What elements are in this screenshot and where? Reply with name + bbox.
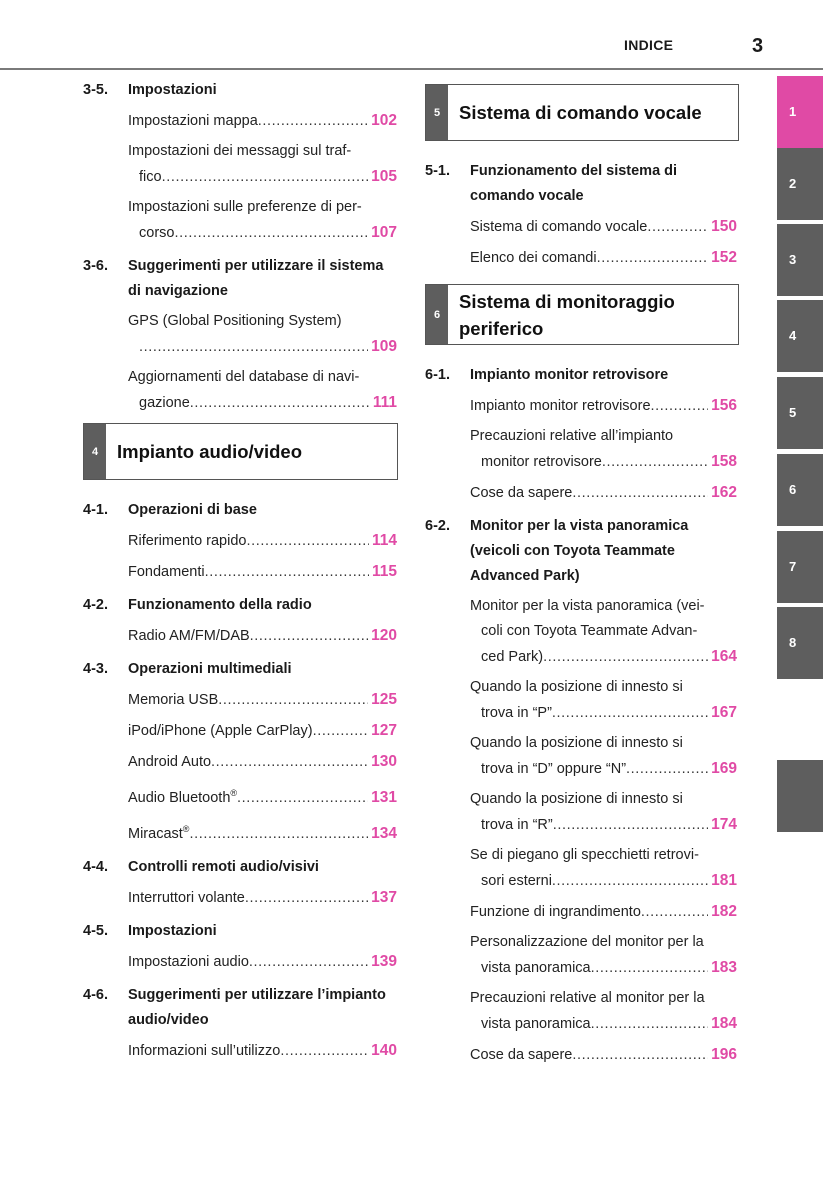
section-4-3: 4-3. Operazioni multimediali — [83, 661, 292, 677]
chapter-tab-index[interactable] — [777, 760, 823, 832]
page-number: 3 — [752, 35, 764, 57]
chapter-tab-5[interactable]: 5 — [777, 377, 823, 449]
page-link: 183 — [711, 959, 737, 976]
section-4-4: 4-4. Controlli remoti audio/visivi — [83, 859, 319, 875]
page-link: 105 — [371, 168, 397, 185]
page-link: 115 — [371, 563, 397, 580]
toc-entry[interactable]: Quando la posizione di innesto si trova in “D” oppure “N” ..... 169 — [425, 731, 737, 782]
chapter-tab-6[interactable]: 6 — [777, 454, 823, 526]
toc-entry[interactable]: Cose da sapere ..... 196 — [425, 1042, 737, 1068]
chapter-tab-7[interactable]: 7 — [777, 531, 823, 603]
page-link: 169 — [711, 760, 737, 777]
page-link: 130 — [371, 753, 397, 770]
page-link: 174 — [711, 816, 737, 833]
section-4-1: 4-1. Operazioni di base — [83, 502, 257, 518]
page-link: 152 — [711, 249, 737, 266]
toc-entry[interactable]: Interruttori volante ..... 137 — [83, 885, 397, 911]
toc-entry[interactable]: Impostazioni audio ..... 139 — [83, 949, 397, 975]
chapter-6-heading[interactable]: 6 Sistema di monitoraggio periferico — [425, 284, 739, 345]
toc-entry[interactable]: iPod/iPhone (Apple CarPlay) ..... 127 — [83, 718, 397, 744]
section-4-5: 4-5. Impostazioni — [83, 923, 217, 939]
page-link: 196 — [711, 1046, 737, 1063]
right-column-lower — [425, 363, 737, 1068]
section-3-5: 3-5. Impostazioni — [83, 82, 217, 98]
page-link: 182 — [711, 903, 737, 920]
page-link: 102 — [371, 112, 397, 129]
page-link: 164 — [711, 648, 737, 665]
page-link: 109 — [371, 338, 397, 355]
chapter-tab-4[interactable]: 4 — [777, 300, 823, 372]
page-link: 181 — [711, 872, 737, 889]
left-column — [83, 78, 397, 416]
toc-entry[interactable]: Miracast® ..... 134 — [83, 821, 397, 847]
page-link: 114 — [371, 532, 397, 549]
page-link: 131 — [371, 789, 397, 806]
toc-entry[interactable]: Riferimento rapido ..... 114 — [83, 528, 397, 554]
toc-entry[interactable]: Memoria USB ..... 125 — [83, 687, 397, 713]
page-link: 140 — [371, 1042, 397, 1059]
section-6-1: 6-1. Impianto monitor retrovisore — [425, 367, 669, 383]
left-column-lower — [83, 498, 397, 1064]
toc-entry[interactable]: Personalizzazione del monitor per la vista panoramica ..... 183 — [425, 930, 737, 981]
page-link: 184 — [711, 1015, 737, 1032]
page-link: 162 — [711, 484, 737, 501]
toc-entry[interactable]: GPS (Global Positioning System) ..... 109 — [83, 309, 397, 360]
section-4-6: 4-6. Suggerimenti per utilizzare l’impianto audio/video — [83, 987, 386, 1028]
header-divider — [0, 68, 823, 70]
toc-entry[interactable]: Impostazioni dei messaggi sul traf- fico ..... 105 — [83, 139, 397, 190]
toc-entry[interactable]: Quando la posizione di innesto si trova in “R” ..... 174 — [425, 787, 737, 838]
page-link: 139 — [371, 953, 397, 970]
toc-entry[interactable]: Quando la posizione di innesto si trova in “P” ..... 167 — [425, 675, 737, 726]
toc-entry[interactable]: Cose da sapere ..... 162 — [425, 480, 737, 506]
chapter-tab-3[interactable]: 3 — [777, 224, 823, 296]
page-link: 134 — [371, 825, 397, 842]
toc-entry[interactable]: Precauzioni relative all’impianto monitor retrovisore ..... 158 — [425, 424, 737, 475]
toc-entry[interactable]: Impianto monitor retrovisore ..... 156 — [425, 393, 737, 419]
chapter-5-heading[interactable]: 5 Sistema di comando vocale — [425, 84, 739, 141]
toc-entry[interactable]: Precauzioni relative al monitor per la vista panoramica ..... 184 — [425, 986, 737, 1037]
page-link: 107 — [371, 224, 397, 241]
toc-entry[interactable]: Radio AM/FM/DAB ..... 120 — [83, 623, 397, 649]
toc-entry[interactable]: Informazioni sull’utilizzo ..... 140 — [83, 1038, 397, 1064]
chapter-tab-8[interactable]: 8 — [777, 607, 823, 679]
toc-entry[interactable]: Audio Bluetooth® ..... 131 — [83, 785, 397, 811]
page-link: 158 — [711, 453, 737, 470]
toc-entry[interactable]: Funzione di ingrandimento ..... 182 — [425, 899, 737, 925]
section-3-6: 3-6. Suggerimenti per utilizzare il sistema di navigazione — [83, 258, 384, 299]
toc-entry[interactable]: Impostazioni sulle preferenze di per- corso ..... 107 — [83, 195, 397, 246]
toc-entry[interactable]: Sistema di comando vocale ..... 150 — [425, 214, 737, 240]
section-6-2: 6-2. Monitor per la vista panoramica (veicoli con Toyota Teammate Advanced Park) — [425, 518, 689, 584]
page-link: 127 — [371, 722, 397, 739]
toc-entry[interactable]: Elenco dei comandi ..... 152 — [425, 245, 737, 271]
header-title: INDICE — [624, 37, 674, 53]
page-link: 150 — [711, 218, 737, 235]
right-column-upper — [425, 159, 737, 271]
page-link: 125 — [371, 691, 397, 708]
chapter-tab-1[interactable]: 1 — [777, 76, 823, 148]
toc-entry[interactable]: Monitor per la vista panoramica (vei- coli con Toyota Teammate Advan- ced Park) ..... 164 — [425, 594, 737, 670]
section-4-2: 4-2. Funzionamento della radio — [83, 597, 312, 613]
page-link: 156 — [711, 397, 737, 414]
chapter-4-heading[interactable]: 4 Impianto audio/video — [83, 423, 398, 480]
toc-entry[interactable]: Se di piegano gli specchietti retrovi- sori esterni ..... 181 — [425, 843, 737, 894]
page-link: 111 — [372, 394, 397, 411]
toc-entry[interactable]: Impostazioni mappa ..... 102 — [83, 108, 397, 134]
page-link: 137 — [371, 889, 397, 906]
toc-entry[interactable]: Aggiornamenti del database di navi- gazione ..... 111 — [83, 365, 397, 416]
page-link: 167 — [711, 704, 737, 721]
toc-entry[interactable]: Fondamenti ..... 115 — [83, 559, 397, 585]
section-5-1: 5-1. Funzionamento del sistema di comando vocale — [425, 163, 678, 204]
toc-entry[interactable]: Android Auto ..... 130 — [83, 749, 397, 775]
chapter-tab-2[interactable]: 2 — [777, 148, 823, 220]
page-link: 120 — [371, 627, 397, 644]
